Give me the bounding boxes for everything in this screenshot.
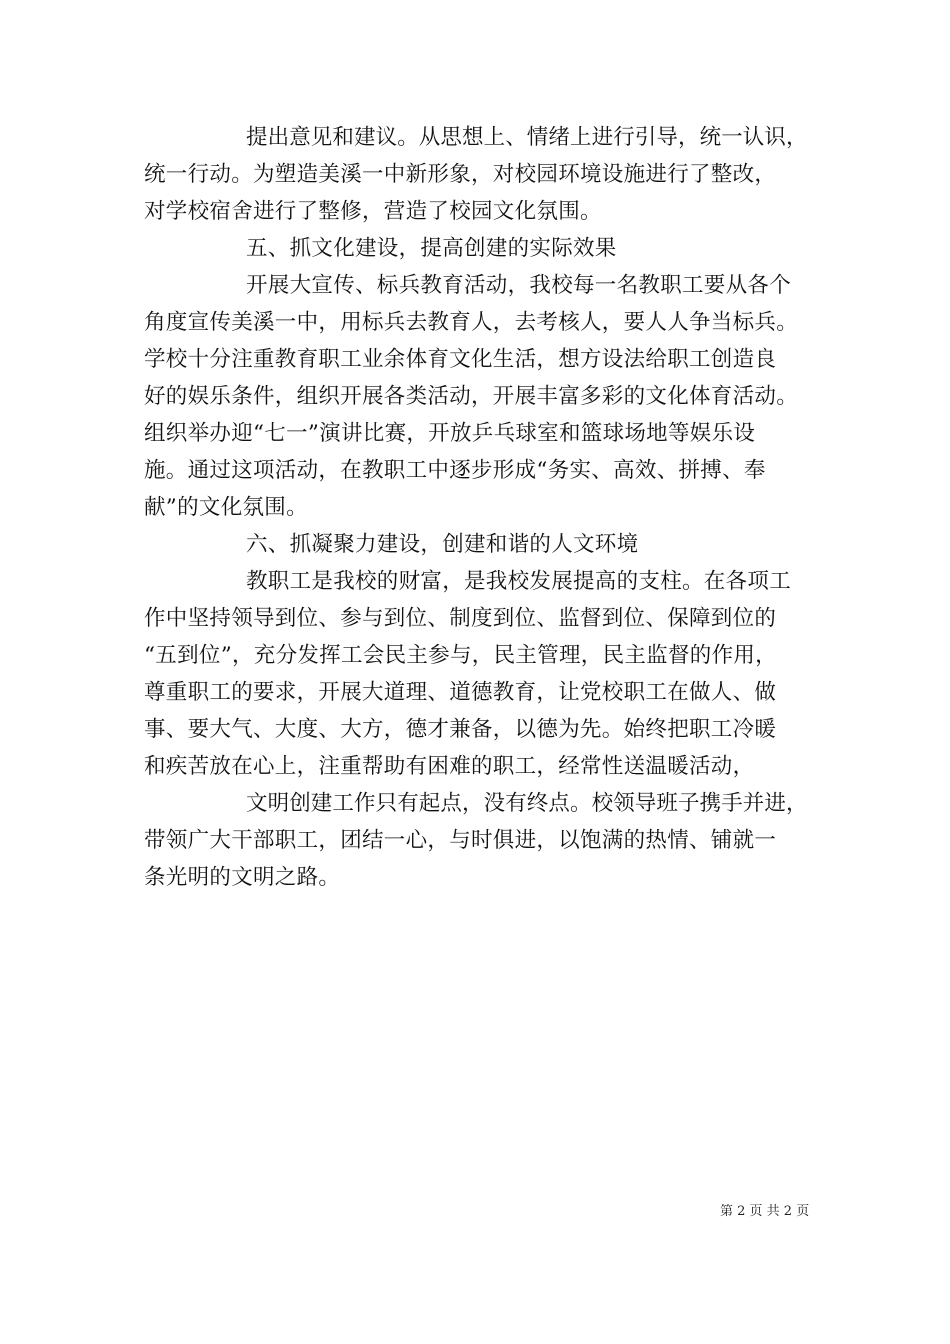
paragraph-line-9: 组织举办迎“七一”演讲比赛，开放乒乓球室和篮球场地等娱乐设 [144,421,756,446]
paragraph-line-21: 条光明的文明之路。 [144,865,341,890]
paragraph-line-16: 尊重职工的要求，开展大道理、道德教育，让党校职工在做人、做 [144,680,777,705]
paragraph-line-3: 对学校宿舍进行了整修，营造了校园文化氛围。 [144,199,602,224]
section-heading-6: 六、抓凝聚力建设，创建和谐的人文环境 [246,532,639,557]
paragraph-line-19: 文明创建工作只有起点，没有终点。校领导班子携手并进， [246,791,808,816]
paragraph-line-6: 角度宣传美溪一中，用标兵去教育人，去考核人，要人人争当标兵。 [144,310,799,335]
paragraph-line-2: 统一行动。为塑造美溪一中新形象，对校园环境设施进行了整改， [144,162,777,187]
paragraph-line-7: 学校十分注重教育职工业余体育文化生活，想方设法给职工创造良 [144,347,777,372]
paragraph-line-13: 教职工是我校的财富，是我校发展提高的支柱。在各项工 [246,569,792,594]
paragraph-line-10: 施。通过这项活动，在教职工中逐步形成“务实、高效、拼搏、奉 [144,458,766,483]
paragraph-line-8: 好的娱乐条件，组织开展各类活动，开展丰富多彩的文化体育活动。 [144,384,799,409]
paragraph-line-18: 和疾苦放在心上，注重帮助有困难的职工，经常性送温暖活动， [144,754,755,779]
paragraph-line-1: 提出意见和建议。从思想上、情绪上进行引导，统一认识， [246,125,808,150]
page-number-footer: 第 2 页 共 2 页 [720,1204,810,1219]
section-heading-5: 五、抓文化建设，提高创建的实际效果 [246,236,617,261]
paragraph-line-11: 献”的文化氛围。 [144,495,308,520]
paragraph-line-17: 事、要大气、大度、大方，德才兼备，以德为先。始终把职工冷暖 [144,717,777,742]
paragraph-line-14: 作中坚持领导到位、参与到位、制度到位、监督到位、保障到位的 [144,606,777,631]
paragraph-line-5: 开展大宣传、标兵教育活动，我校每一名教职工要从各个 [246,273,792,298]
paragraph-line-20: 带领广大干部职工，团结一心，与时俱进，以饱满的热情、铺就一 [144,828,777,853]
paragraph-line-15: “五到位”，充分发挥工会民主参与，民主管理，民主监督的作用， [144,643,777,668]
